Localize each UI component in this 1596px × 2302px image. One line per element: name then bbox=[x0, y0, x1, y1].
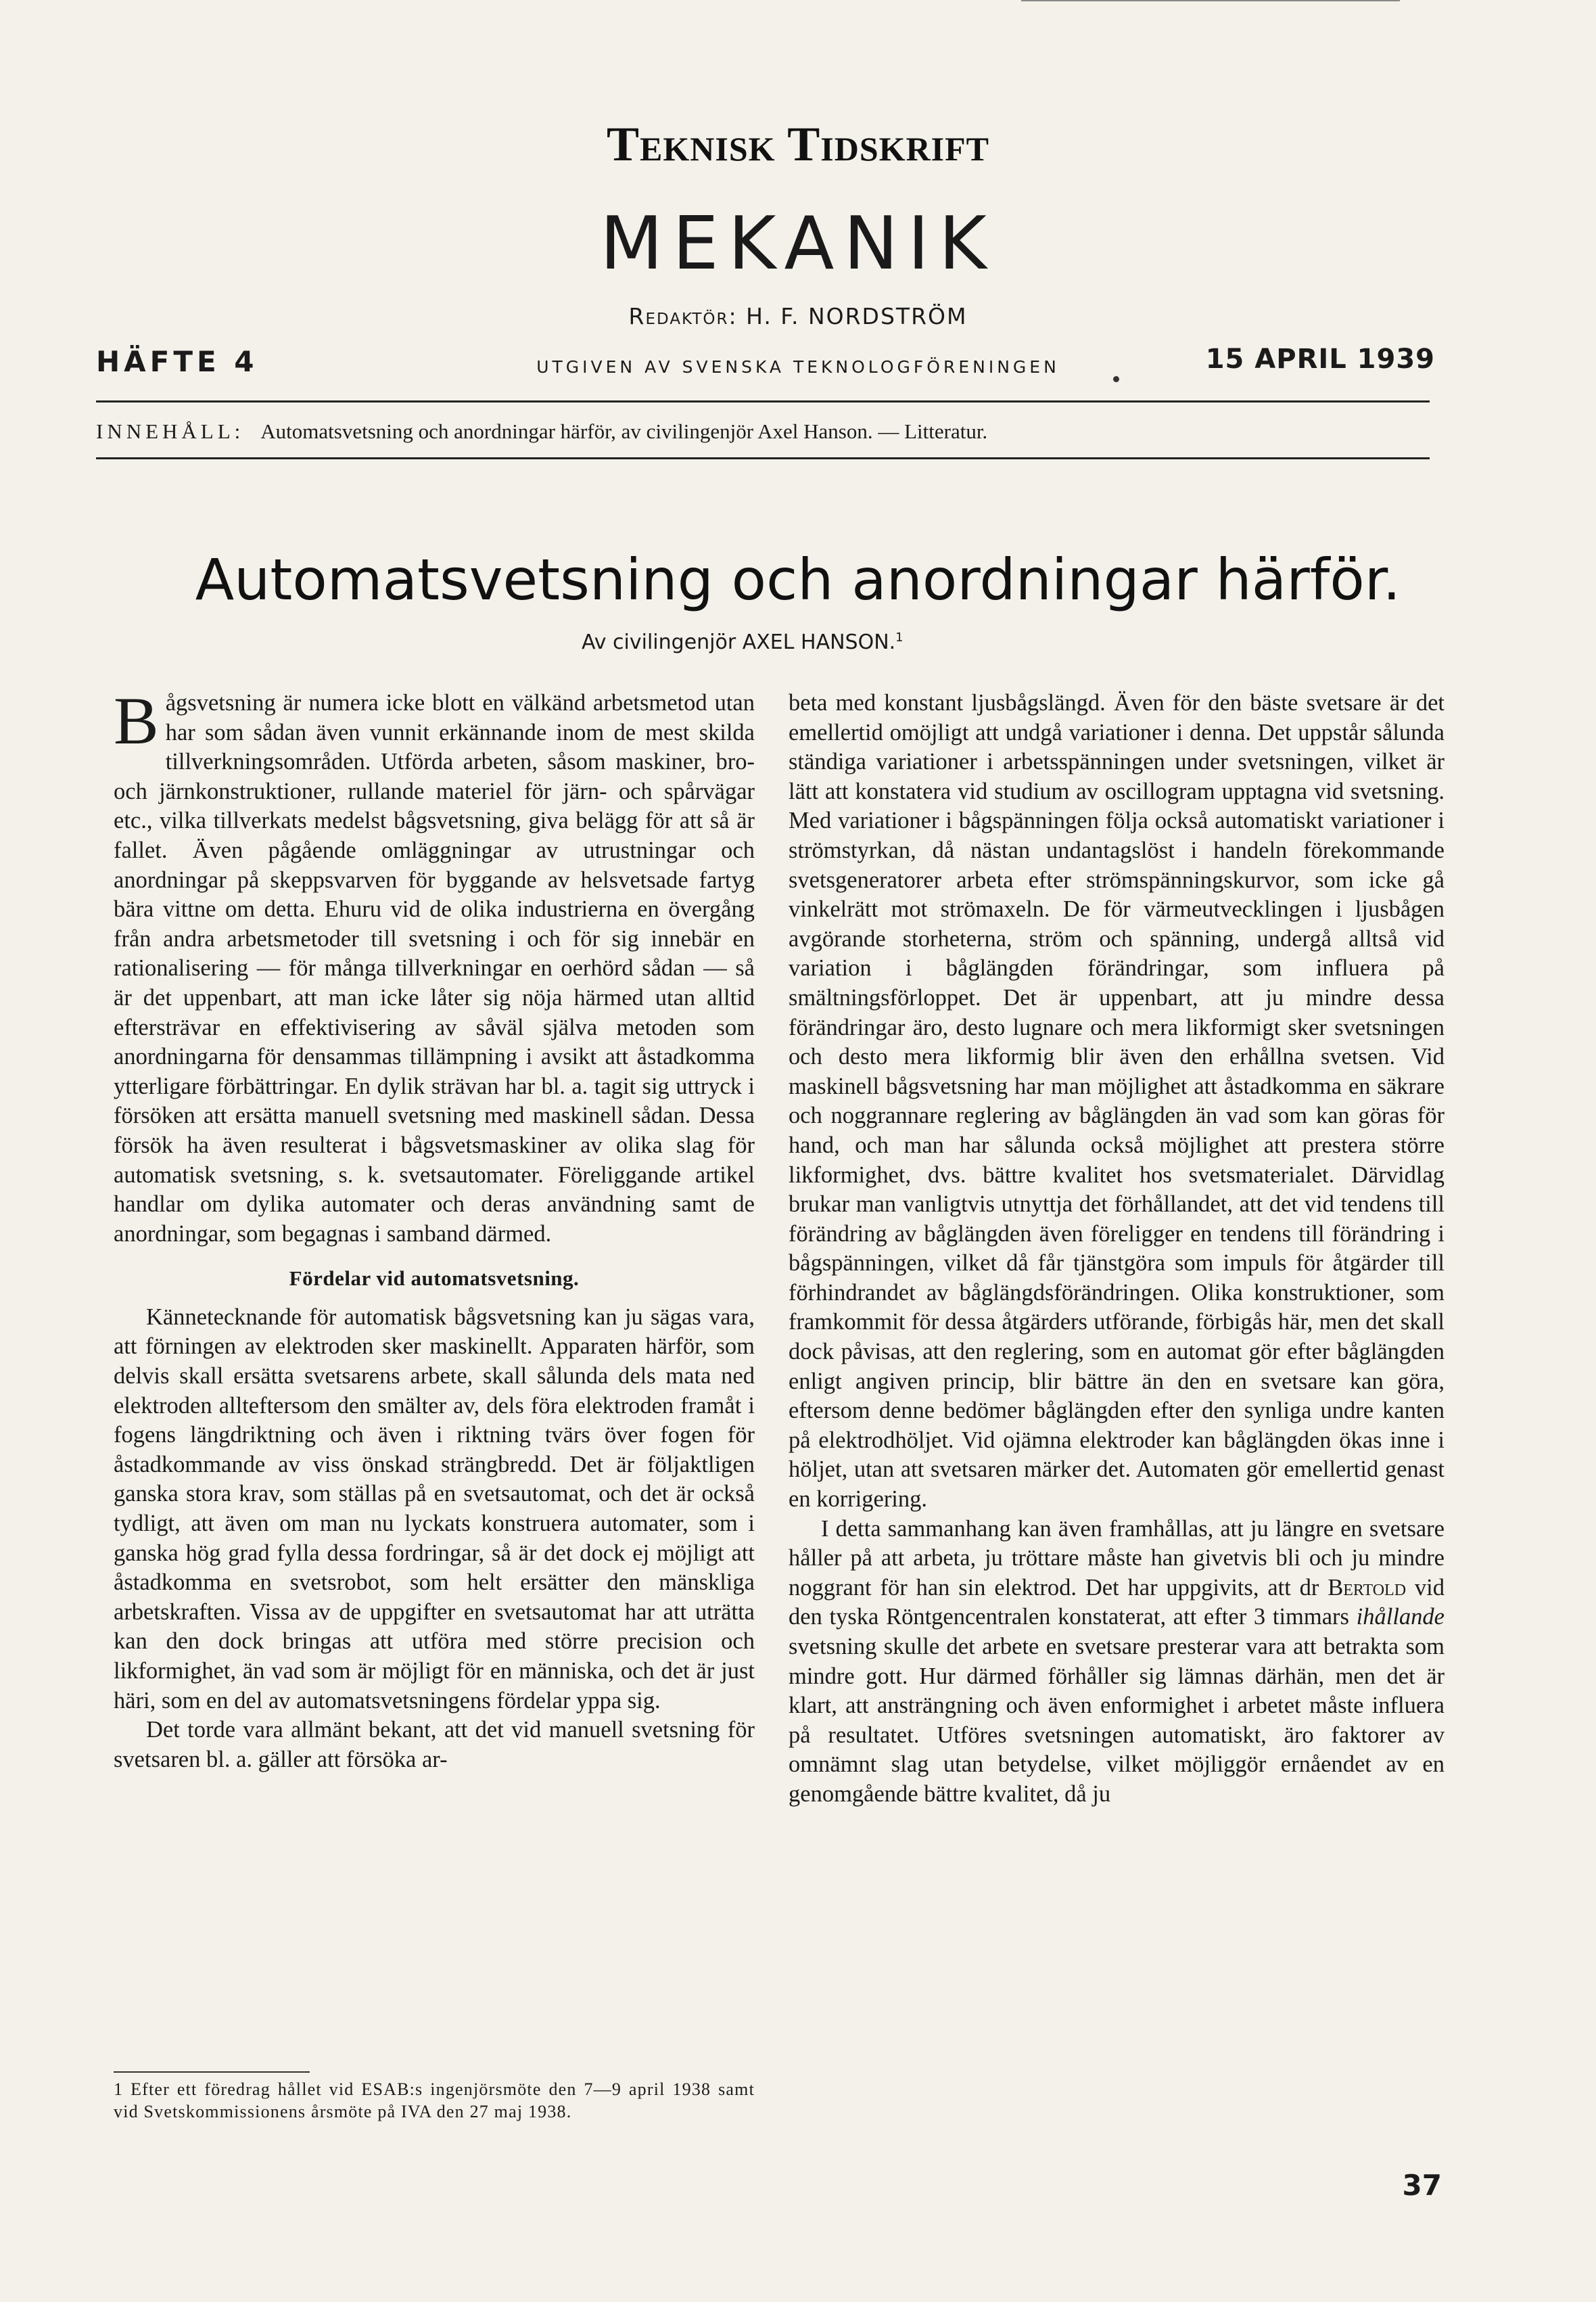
section-title: MEKANIK bbox=[600, 202, 996, 286]
contents-text: Automatsvetsning och anordningar härför, av civilingenjör Axel Hanson. — Litteratur. bbox=[260, 419, 988, 443]
paragraph-arc-length-continued: beta med konstant ljusbågslängd. Även för den bäste svetsare är det emellertid omöjligt att undgå variationer i denna. Det uppstår sålunda ständiga variationer i arbetsspänningen under svetsningen, vilket är lätt att konstatera vid studium av oscillogram upptagna vid svetsning. Med variationer i bågspänningen följa också automatiskt variationer i strömstyrkan, då nästan undantagslöst i handeln förekommande svetsgeneratorer arbeta efter strömspänningskurvor, som icke gå vinkelrätt mot strömaxeln. De för värmeutvecklingen i ljusbågen avgörande storheterna, ström och spänning, undergå alltså vid variation i båglängden förändringar, som influera på smältningsförloppet. Det är uppenbart, att ju mindre dessa förändringar äro, desto lugnare och mera likformigt sker svetsningen och desto mera likformig blir även den erhållna svetsen. Vid maskinell bågsvetsning har man möjlighet att åstadkomma en säkrare och noggrannare reglering av båglängden än vad som kan göras för hand, och man har sålunda också möjlighet att prestera större likformighet, dvs. bättre kvalitet hos svetsmaterialet. Därvidlag brukar man vanligtvis utnyttja det förhållandet, att det vid tendens till förändring av båglängden även föreligger en tendens till förändring i bågspänningen, vilket då får tjänstgöra som impuls för åtgärder till förhindrandet av båglängdsförändringen. Olika konstruktioner, som framkommit för dessa åtgärders utförande, förbigås här, men det skall dock påvisas, att den reglering, som en automat gör efter båglängden enligt angiven princip, blir bättre än den en svetsare kan göra, eftersom denne bedömer båglängden efter den synliga undre kanten på elektrodhöljet. Vid ojämna elektroder kan båglängden ökas inne i höljet, utan att svetsaren märker det. Automaten gör emellertid genast en korrigering. bbox=[789, 690, 1445, 1513]
paragraph-fatigue bbox=[789, 1515, 1445, 1810]
right-column bbox=[789, 689, 1445, 1810]
emphasis-ihallande: ihållande bbox=[1356, 1604, 1445, 1630]
name-bertold: Bertold bbox=[1328, 1574, 1407, 1601]
print-speck bbox=[1113, 376, 1119, 382]
byline-footnote-marker: 1 bbox=[895, 630, 903, 645]
page-number: 37 bbox=[1402, 2169, 1442, 2202]
contents-top-rule bbox=[96, 400, 1430, 402]
drop-cap: B bbox=[114, 683, 159, 758]
issue-number: HÄFTE 4 bbox=[96, 345, 258, 378]
fatigue-text-b: vid den tyska Röntgencentralen konstaterat, att efter 3 timmars bbox=[789, 1574, 1445, 1630]
fatigue-text-c: svetsning skulle det arbete en svetsare presterar vara att betrakta som mindre gott. Hur därmed förhåller sig lämnas därhän, men det är klart, att ansträngning och även enformighet i arbetet måste influera på resultatet. Utföres svetsningen automatiskt, äro faktorer av omnämnt slag utan betydelse, vilket möjliggör ernåendet av en genomgående bättre kvalitet, då ju bbox=[789, 1634, 1445, 1807]
contents-bottom-rule bbox=[96, 457, 1430, 459]
issue-date: 15 APRIL 1939 bbox=[1205, 344, 1435, 375]
left-column bbox=[114, 683, 755, 1774]
fatigue-text-a: I detta sammanhang kan även framhållas, att ju längre en svetsare håller på att arbeta, ju tröttare måste han givetvis bli och ju mindre noggrant för han sin elektrod. Det har uppgivits, att dr bbox=[789, 1515, 1445, 1601]
section-heading: Fördelar vid automatsvetsning. bbox=[289, 1266, 580, 1291]
paragraph-intro bbox=[114, 683, 755, 1249]
intro-text: ågsvetsning är numera icke blott en välkänd arbetsmetod utan har som sådan även vunnit erkännande inom de mest skilda tillverkningsområden. Utförda arbeten, såsom maskiner, bro- och järnkonstruktioner, rullande materiel för järn- och spårvägar etc., vilka tillverkats medelst bågsvetsning, giva belägg för att så är fallet. Även pågående omläggningar av utrustningar och anordningar på skeppsvarven för byggande av helsvetsade fartyg bära vittne om detta. Ehuru vid de olika industrierna en övergång från andra arbetsmetoder till svetsning i och för sig innebär en rationalisering — för många tillverkningar en oerhörd sådan — så är det uppenbart, att man icke låter sig nöja härmed utan alltid eftersträvar en effektivisering av såväl själva metoden som anordningarna för densammas tillämpning i avsikt att åstadkomma ytterligare förbättringar. En dylik strävan har bl. a. tagit sig uttryck i försöken att ersätta manuell svetsning med maskinell sådan. Dessa försök ha även resulterat i bågsvetsmaskiner av olika slag för automatisk svetsning, s. k. svetsautomater. Föreliggande artikel handlar om dylika automater och deras användning samt de anordningar, som begagnas i samband därmed. bbox=[114, 690, 755, 1247]
footnote-rule bbox=[114, 2071, 310, 2073]
contents-label: INNEHÅLL: bbox=[96, 419, 245, 443]
journal-title: Teknisk Tidskrift bbox=[607, 117, 989, 171]
paragraph-arc-length-start: Det torde vara allmänt bekant, att det vid manuell svetsning för svetsaren bl. a. gäller att försöka ar- bbox=[114, 1717, 755, 1772]
byline-text: Av civilingenjör AXEL HANSON. bbox=[582, 630, 896, 654]
article-title: Automatsvetsning och anordningar härför. bbox=[195, 547, 1401, 613]
footnote: 1 Efter ett föredrag hållet vid ESAB:s ingenjörsmöte den 7—9 april 1938 samt vid Svetskommissionens årsmöte på IVA den 27 maj 1938. bbox=[114, 2079, 755, 2121]
publisher-line: UTGIVEN AV SVENSKA TEKNOLOGFÖRENINGEN bbox=[536, 357, 1060, 377]
article-byline bbox=[582, 630, 903, 654]
top-hairline bbox=[1021, 0, 1400, 1]
table-of-contents bbox=[96, 419, 1430, 444]
paragraph-advantages: Kännetecknande för automatisk bågsvetsning kan ju sägas vara, att förningen av elektroden sker maskinellt. Apparaten härför, som delvis skall ersätta svetsarens arbete, skall sålunda dels mata ned elektroden allteftersom den smälter av, dels föra elektroden framåt i fogens längdriktning och även i riktning tvärs över fogen för åstadkommande av viss önskad strängbredd. Det är följaktligen ganska stora krav, som ställas på en svetsautomat, och det är också tydligt, att även om man nu lyckats konstruera automater, som i ganska hög grad fylla dessa fordringar, så är det dock ej möjligt att åstadkomma en svetsrobot, som helt ersätter den mänskliga arbetskraften. Vissa av de uppgifter en svetsautomat har att uträtta kan den dock bringas att utföra med större precision och likformighet, än vad som är möjligt för en människa, och det är just häri, som en del av automatsvetsningens fördelar yppa sig. bbox=[114, 1304, 755, 1713]
editor-line: Redaktör: H. F. NORDSTRÖM bbox=[628, 303, 968, 329]
